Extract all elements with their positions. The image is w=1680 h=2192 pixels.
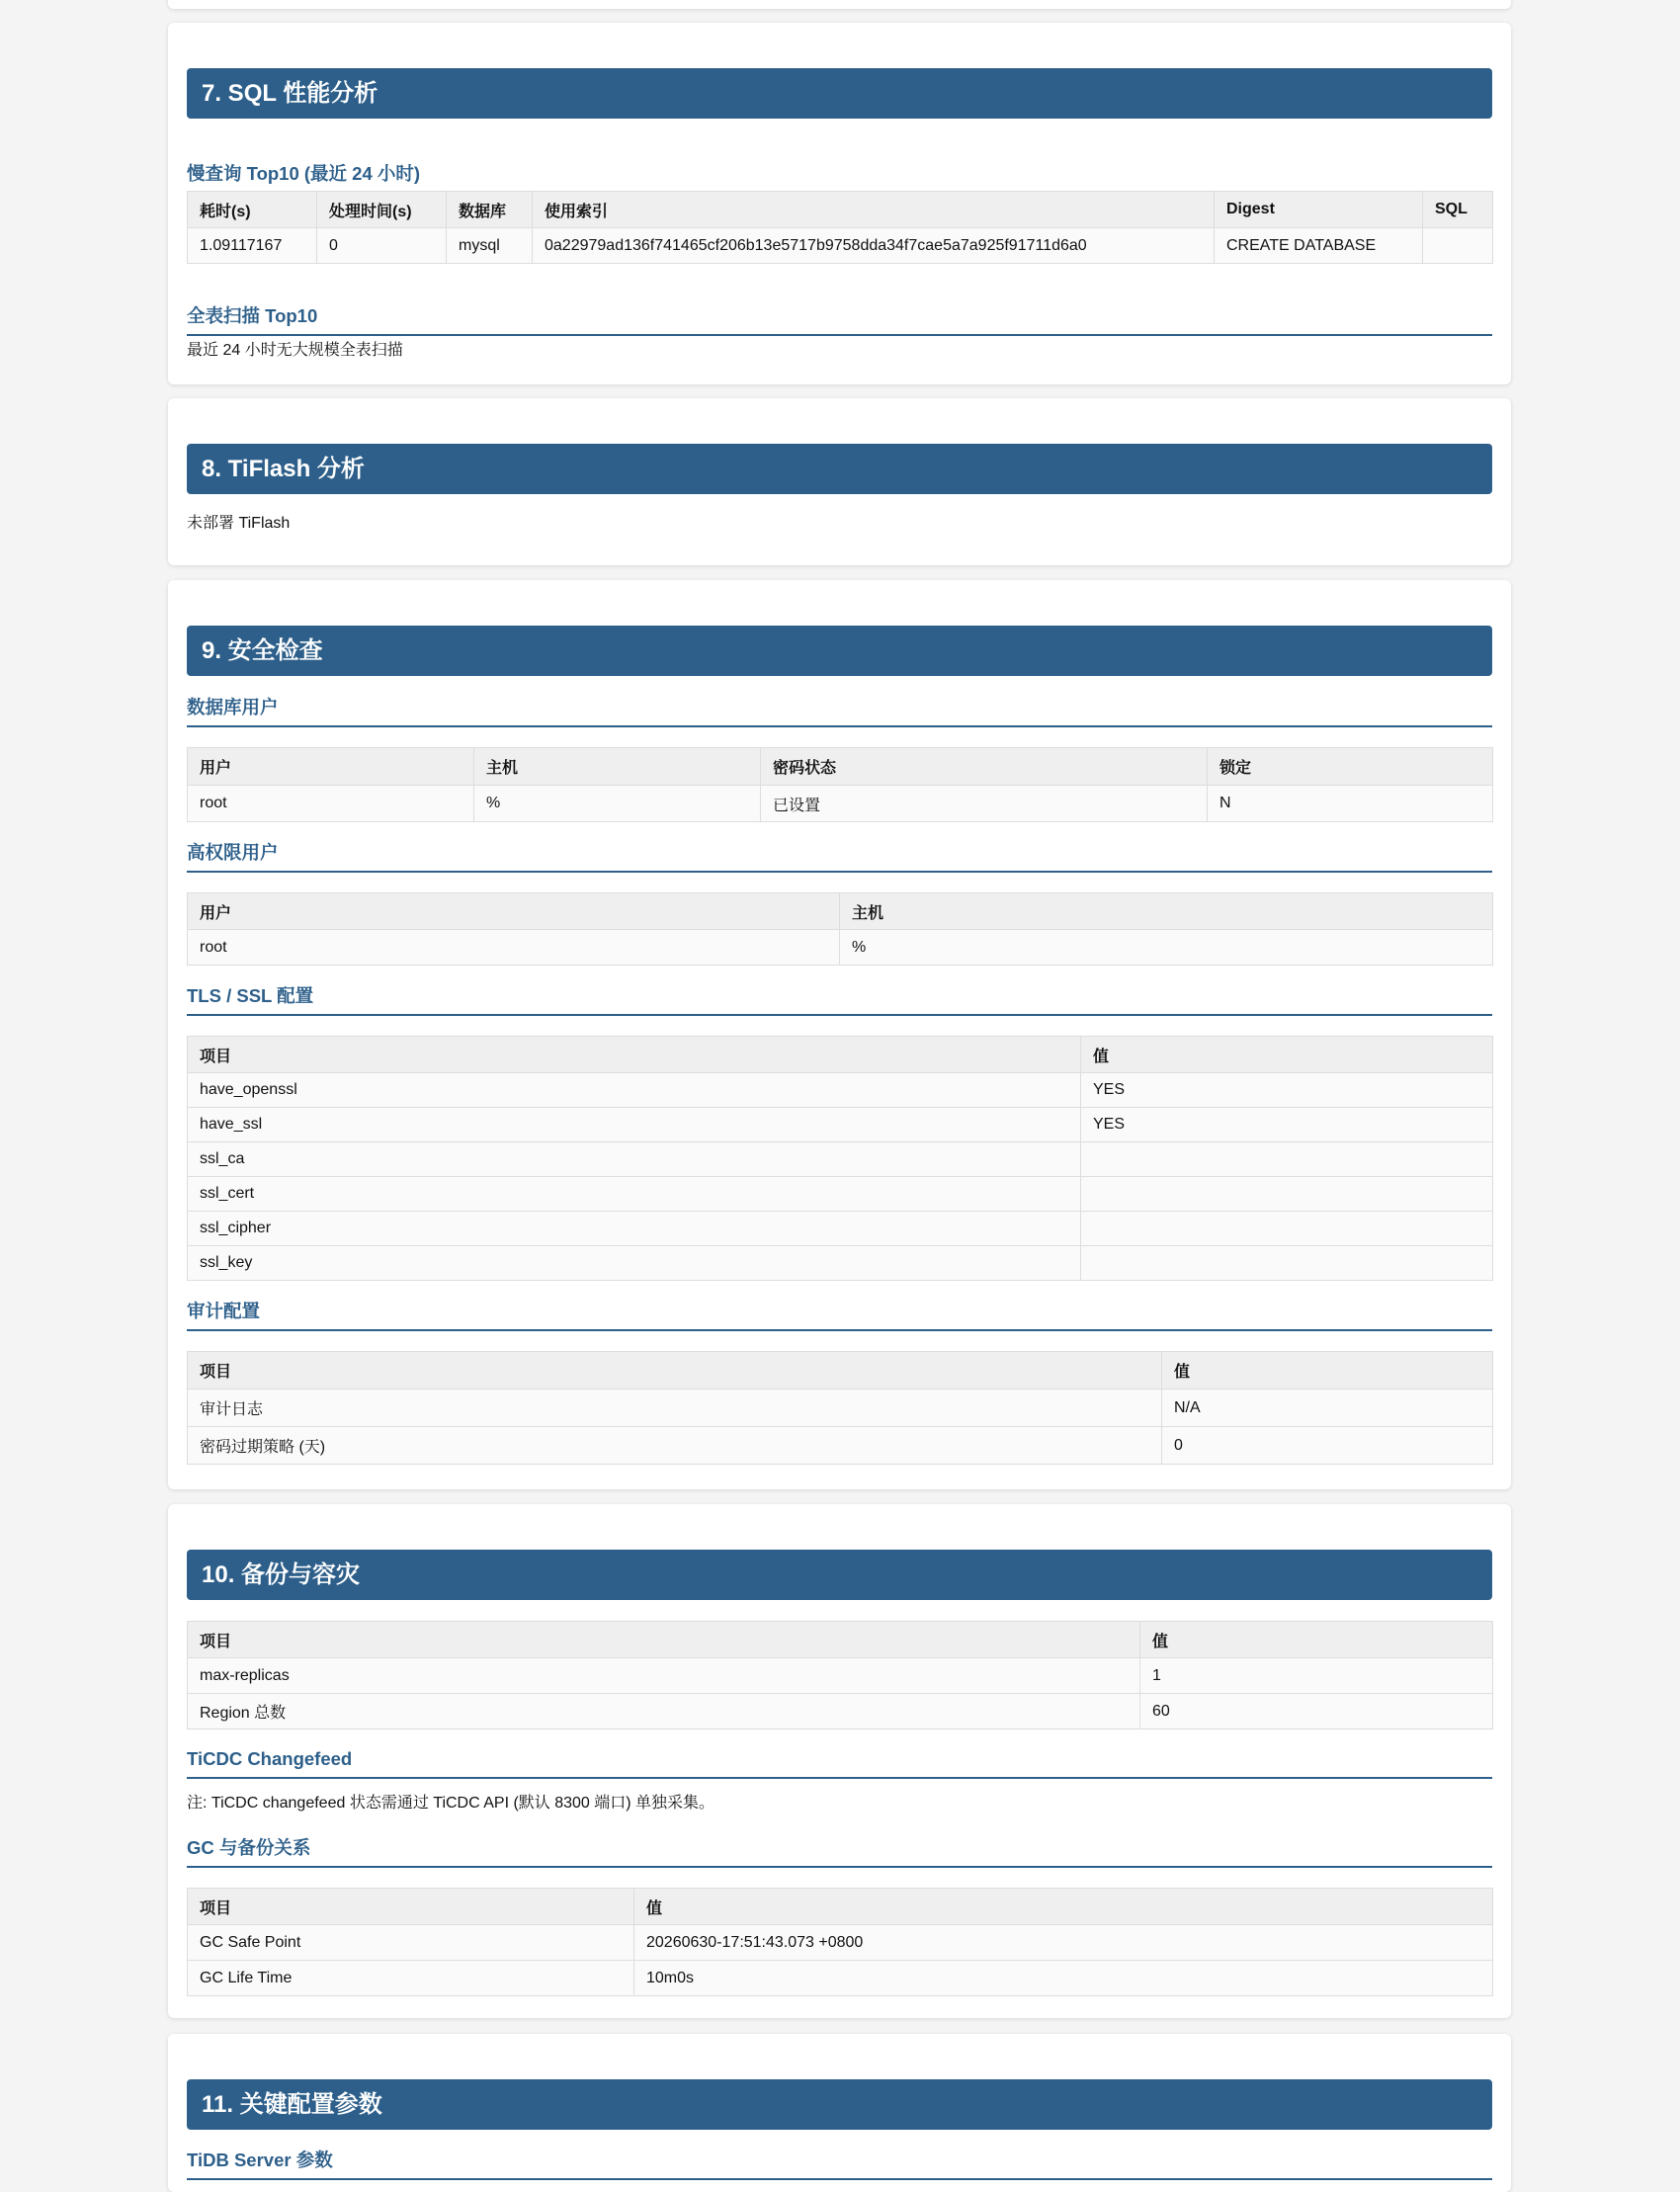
table-cell: 0	[1162, 1427, 1493, 1465]
section-security	[168, 580, 1511, 1489]
table-cell: 20260630-17:51:43.073 +0800	[634, 1925, 1493, 1961]
table-cell: N	[1208, 786, 1493, 822]
table-row	[188, 930, 1493, 966]
audit-table-wrap	[187, 1351, 1492, 1465]
table-cell: N/A	[1162, 1390, 1493, 1427]
audit-table	[187, 1351, 1493, 1465]
table-cell: ssl_ca	[188, 1142, 1081, 1177]
table-cell: YES	[1081, 1108, 1493, 1142]
full-scan-note: 最近 24 小时无大规模全表扫描	[187, 342, 403, 359]
section-title: 7. SQL 性能分析	[187, 68, 1492, 119]
table-cell: have_ssl	[188, 1108, 1081, 1142]
table-cell: 0	[317, 228, 447, 264]
col-header: 值	[1081, 1037, 1493, 1073]
priv-users-heading: 高权限用户	[187, 841, 1492, 873]
previous-section-card	[168, 0, 1511, 9]
slow-query-heading: 慢查询 Top10 (最近 24 小时)	[187, 162, 1492, 194]
col-header: 用户	[188, 748, 474, 786]
section-backup	[168, 1504, 1511, 2018]
col-header: 处理时间(s)	[317, 192, 447, 228]
col-header: Digest	[1215, 192, 1423, 228]
col-header: 使用索引	[533, 192, 1215, 228]
db-users-table-wrap	[187, 747, 1492, 822]
col-header: 主机	[474, 748, 761, 786]
table-cell: 1	[1140, 1658, 1493, 1694]
table-row	[188, 1108, 1493, 1142]
tidb-server-heading: TiDB Server 参数	[187, 2149, 1492, 2180]
db-users-table	[187, 747, 1493, 822]
table-cell: GC Safe Point	[188, 1925, 634, 1961]
table-cell: YES	[1081, 1073, 1493, 1108]
tls-heading: TLS / SSL 配置	[187, 984, 1492, 1016]
tls-table	[187, 1036, 1493, 1281]
priv-users-table-wrap	[187, 892, 1492, 966]
section-tiflash	[168, 398, 1511, 565]
col-header: 数据库	[447, 192, 533, 228]
table-row	[188, 1427, 1493, 1465]
table-row	[188, 1694, 1493, 1729]
table-row	[188, 228, 1493, 264]
full-scan-heading: 全表扫描 Top10	[187, 304, 1492, 336]
table-row	[188, 1177, 1493, 1212]
table-cell: mysql	[447, 228, 533, 264]
col-header: 值	[1162, 1352, 1493, 1390]
section-title: 9. 安全检查	[187, 626, 1492, 676]
col-header: 项目	[188, 1622, 1140, 1658]
section-title: 11. 关键配置参数	[187, 2079, 1492, 2130]
col-header: 主机	[840, 893, 1493, 930]
table-row	[188, 1212, 1493, 1246]
ticdc-note: 注: TiCDC changefeed 状态需通过 TiCDC API (默认 8300 端口) 单独采集。	[187, 1795, 715, 1812]
priv-users-table	[187, 892, 1493, 966]
table-cell	[1081, 1177, 1493, 1212]
backup-table	[187, 1621, 1493, 1729]
section-title: 8. TiFlash 分析	[187, 444, 1492, 494]
table-cell: 60	[1140, 1694, 1493, 1729]
table-cell: 密码过期策略 (天)	[188, 1427, 1162, 1465]
col-header: 密码状态	[761, 748, 1208, 786]
ticdc-heading: TiCDC Changefeed	[187, 1747, 1492, 1779]
gc-table-wrap	[187, 1888, 1492, 1996]
tls-table-wrap	[187, 1036, 1492, 1281]
table-row	[188, 1390, 1493, 1427]
table-cell: %	[840, 930, 1493, 966]
col-header: 用户	[188, 893, 840, 930]
col-header: 项目	[188, 1037, 1081, 1073]
col-header: SQL	[1423, 192, 1493, 228]
table-row	[188, 786, 1493, 822]
table-cell	[1081, 1212, 1493, 1246]
table-cell	[1423, 228, 1493, 264]
section-key-config	[168, 2034, 1511, 2192]
table-cell: Region 总数	[188, 1694, 1140, 1729]
backup-table-wrap	[187, 1621, 1492, 1729]
table-row	[188, 1142, 1493, 1177]
table-row	[188, 1658, 1493, 1694]
table-cell: ssl_cipher	[188, 1212, 1081, 1246]
table-row	[188, 1961, 1493, 1996]
table-cell: ssl_cert	[188, 1177, 1081, 1212]
table-cell: max-replicas	[188, 1658, 1140, 1694]
audit-heading: 审计配置	[187, 1300, 1492, 1331]
tiflash-note: 未部署 TiFlash	[187, 515, 291, 532]
table-cell: have_openssl	[188, 1073, 1081, 1108]
section-sql-performance	[168, 23, 1511, 384]
table-cell: root	[188, 930, 840, 966]
table-cell: 0a22979ad136f741465cf206b13e5717b9758dda34f7cae5a7a925f91711d6a0	[533, 228, 1215, 264]
col-header: 耗时(s)	[188, 192, 317, 228]
col-header: 值	[1140, 1622, 1493, 1658]
gc-table	[187, 1888, 1493, 1996]
table-cell: 1.09117167	[188, 228, 317, 264]
table-cell: 审计日志	[188, 1390, 1162, 1427]
table-cell: CREATE DATABASE	[1215, 228, 1423, 264]
col-header: 锁定	[1208, 748, 1493, 786]
db-users-heading: 数据库用户	[187, 696, 1492, 727]
table-cell	[1081, 1142, 1493, 1177]
table-cell: root	[188, 786, 474, 822]
table-cell: 10m0s	[634, 1961, 1493, 1996]
table-row	[188, 1925, 1493, 1961]
table-cell: GC Life Time	[188, 1961, 634, 1996]
table-row	[188, 1246, 1493, 1281]
slow-query-table	[187, 191, 1493, 264]
table-cell	[1081, 1246, 1493, 1281]
slow-query-table-wrap	[187, 191, 1492, 264]
col-header: 项目	[188, 1889, 634, 1925]
table-row	[188, 1073, 1493, 1108]
table-cell: ssl_key	[188, 1246, 1081, 1281]
col-header: 项目	[188, 1352, 1162, 1390]
section-title: 10. 备份与容灾	[187, 1550, 1492, 1600]
table-cell: 已设置	[761, 786, 1208, 822]
gc-heading: GC 与备份关系	[187, 1836, 1492, 1868]
table-cell: %	[474, 786, 761, 822]
col-header: 值	[634, 1889, 1493, 1925]
